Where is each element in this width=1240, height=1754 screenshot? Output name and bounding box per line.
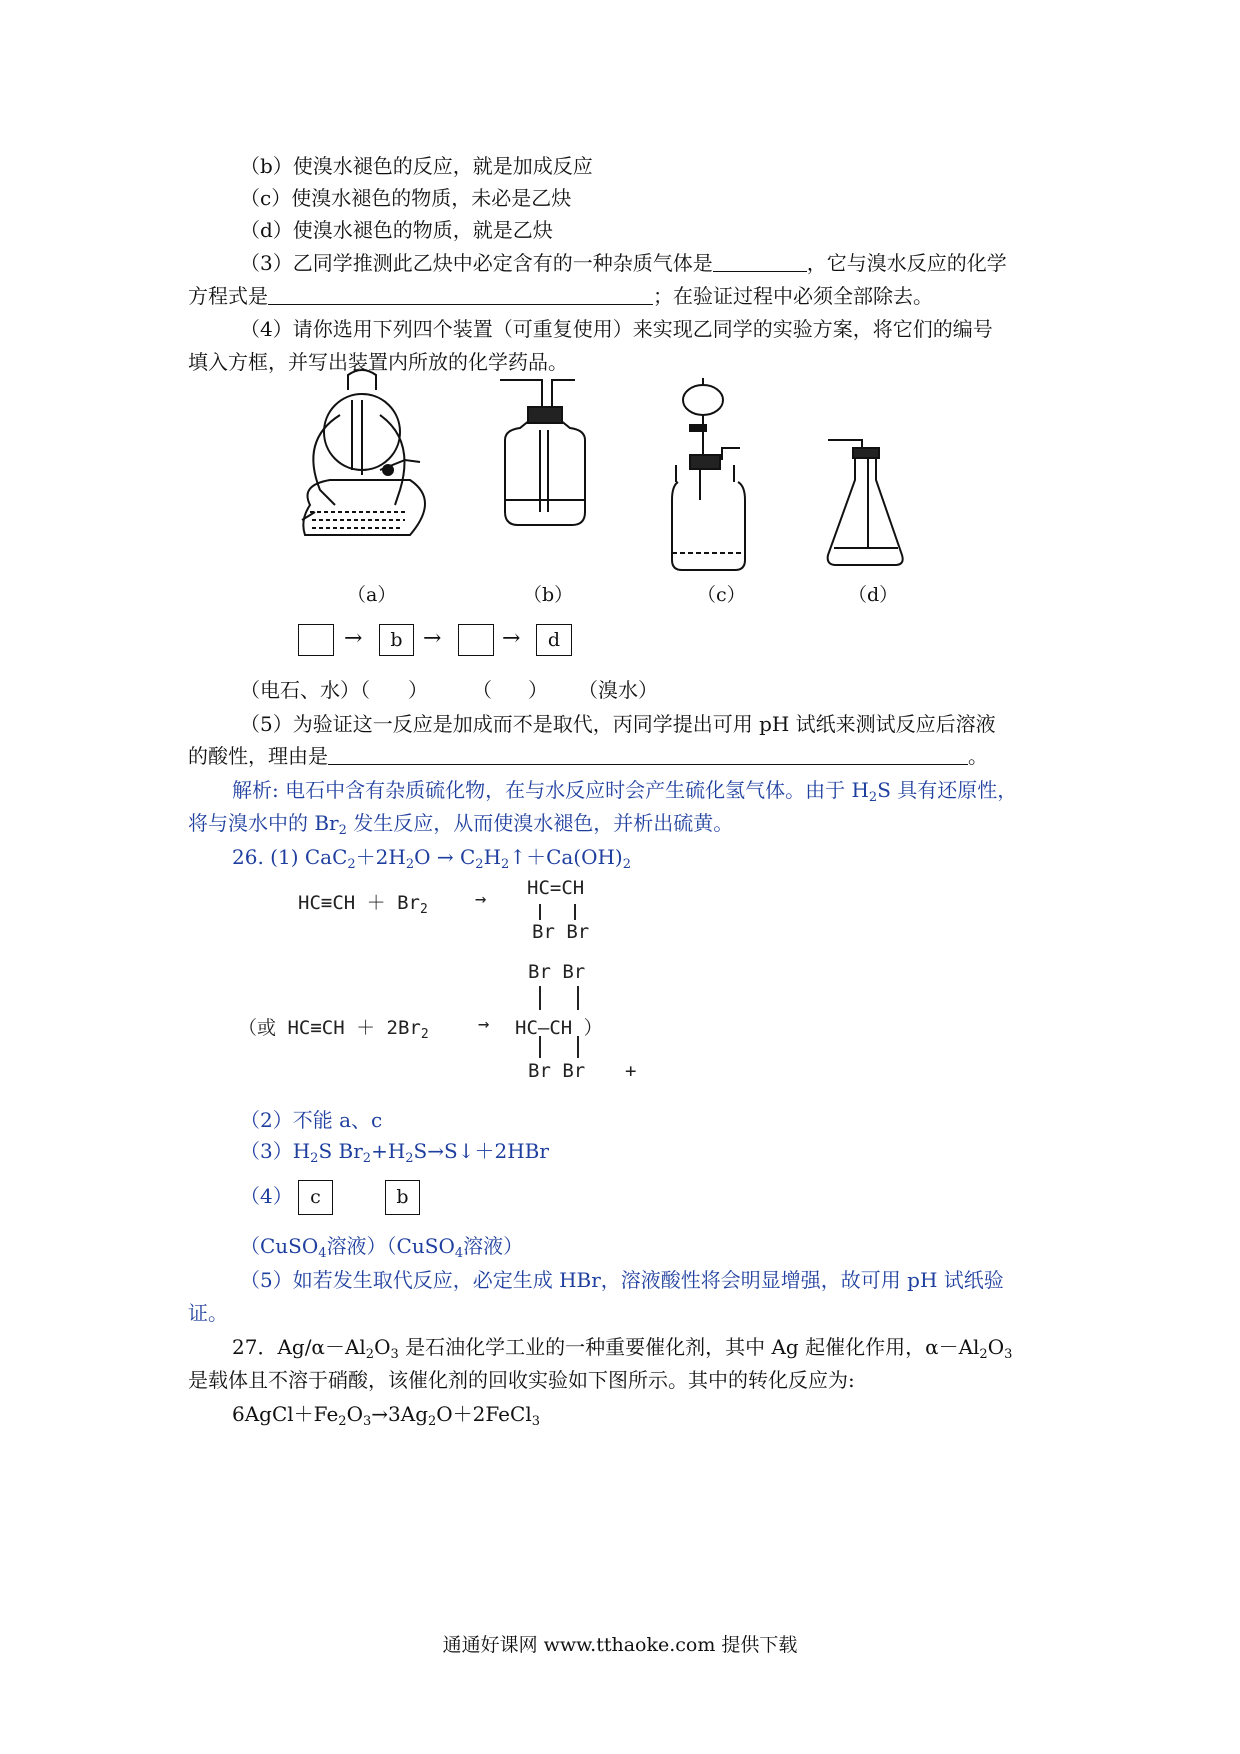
reaction2-plus: + [625, 1060, 637, 1082]
part3-text-d: ；在验证过程中必须全部除去。 [653, 284, 933, 308]
answer-blank-reason [328, 744, 968, 765]
flow-box-2: b [379, 624, 414, 656]
label-apparatus-c: （c） [697, 584, 746, 606]
flow-arrow-2: → [423, 626, 442, 651]
answer-box-b: b [385, 1180, 420, 1215]
answer26-part5-line1: （5）如若发生取代反应，必定生成 HBr，溶液酸性将会明显增强，故可用 pH 试纸验 [240, 1268, 1004, 1292]
page-footer: 通通好课网 www.tthaoke.com 提供下载 [442, 1634, 798, 1656]
answer26-part3: $(3)H_2S$ $Br_2+H_2S\to S↓+2HBr$ [240, 1139, 549, 1166]
flow-box-4: d [536, 624, 572, 656]
answer26-part4-label: （4） [240, 1184, 293, 1208]
q27-line2: 是载体且不溶于硝酸，该催化剂的回收实验如下图所示。其中的转化反应为: [188, 1368, 855, 1392]
reaction2-product-middle: HC—CH ） [515, 1017, 603, 1039]
flow-box-3[interactable] [458, 624, 494, 656]
flow-arrow-3: → [502, 626, 521, 651]
reaction2-product-bottom: Br Br [528, 1060, 586, 1082]
reaction2-arrow: → [478, 1013, 490, 1035]
reaction1-arrow: → [475, 888, 487, 910]
flow-arrow-1: → [344, 626, 363, 651]
apparatus-figure [0, 0, 1240, 600]
label-apparatus-b: （b） [523, 584, 574, 606]
reagent-row: （电石、水）（ ） （ ） （溴水） [240, 678, 658, 702]
option-d: （d）使溴水褪色的物质，就是乙炔 [240, 218, 553, 242]
part3-text-c: 方程式是 [188, 284, 268, 308]
answer-box-c: c [298, 1180, 333, 1215]
part4-line1: （4）请你选用下列四个装置（可重复使用）来实现乙同学的实验方案，将它们的编号 [240, 317, 993, 341]
answer26-part5-line2: 证。 [188, 1301, 228, 1325]
reaction1-product-bottom: Br Br [532, 921, 590, 943]
apparatus-a-kipp [302, 370, 425, 535]
reaction2-product-top: Br Br [528, 961, 586, 983]
apparatus-d-erlenmeyer [828, 440, 903, 565]
part4-line2: 填入方框，并写出装置内所放的化学药品。 [188, 350, 568, 374]
option-c: （c）使溴水褪色的物质，未必是乙炔 [240, 186, 572, 210]
reaction2-left: （或 $HC\equiv CH + 2Br_2$ [238, 1017, 429, 1042]
reaction1-product-top: HC=CH [527, 877, 585, 899]
label-apparatus-d: （d） [848, 584, 899, 606]
apparatus-b-gas-bottle [500, 380, 585, 525]
analysis-line1: 解析: 电石中含有杂质硫化物，在与水反应时会产生硫化氢气体。由于 $H_2S$ 具有还原性， [232, 778, 1018, 805]
q27-line1: 27．$Ag/\alpha-Al_2O_3$ 是石油化学工业的一种重要催化剂，其中 Ag 起催化作用，$\alpha-Al_2O_3$ [232, 1335, 1013, 1362]
q27-equation: $6AgCl+Fe_2O_3\to 3Ag_2O+2FeCl_3$ [232, 1402, 541, 1429]
part5-line1: （5）为验证这一反应是加成而不是取代，丙同学提出可用 pH 试纸来测试反应后溶液 [240, 712, 996, 736]
flow-box-1[interactable] [298, 624, 334, 656]
analysis-line2: 将与溴水中的 $Br_2$ 发生反应，从而使溴水褪色，并析出硫黄。 [188, 811, 734, 838]
part5-line2: 的酸性，理由是 。 [188, 744, 988, 768]
answer26-part4-reagents: （CuSO$_4$溶液）（CuSO$_4$溶液） [240, 1234, 524, 1261]
part3-text-b: ，它与溴水反应的化学 [806, 251, 1007, 275]
answer26-part2: （2）不能 a、c [240, 1108, 383, 1132]
reaction1-left: $HC\equiv CH + Br_2$ [298, 892, 428, 917]
option-b: （b）使溴水褪色的反应，就是加成反应 [240, 154, 593, 178]
answer26-part1: 26. (1) $CaC_2+2H_2O$ → $C_2H_2↑+Ca(OH)_2$ [232, 845, 632, 872]
part3-text-a: （3）乙同学推测此乙炔中必定含有的一种杂质气体是 [240, 251, 713, 275]
label-apparatus-a: （a） [347, 584, 397, 606]
apparatus-c-flask-funnel [672, 378, 745, 570]
